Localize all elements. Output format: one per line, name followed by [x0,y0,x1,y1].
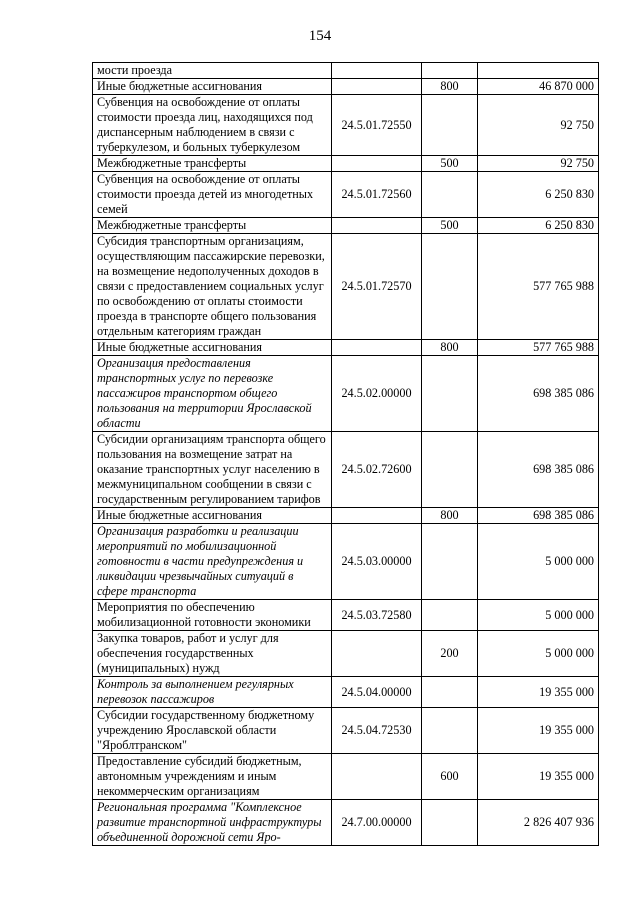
amount-cell: 6 250 830 [478,218,599,234]
amount-cell: 577 765 988 [478,234,599,340]
expense-type-cell [422,800,478,846]
expense-name-cell: Иные бюджетные ассигнования [93,79,332,95]
expense-name-cell: Субсидия транспортным организациям, осуществляющим пассажирские перевозки, на возмещение недополученных доходов в связи с предоставлением социальных услуг по освобождению от оплаты стоимости проезда в транспорте общего пользования отдельным категориям граждан [93,234,332,340]
expense-name-cell: Субвенция на освобождение от оплаты стоимости проезда детей из многодетных семей [93,172,332,218]
table-row [93,600,599,631]
table-row [93,508,599,524]
target-code-cell [332,63,422,79]
table-row [93,754,599,800]
expense-type-cell [422,600,478,631]
expense-name-cell: Предоставление субсидий бюджетным, автономным учреждениям и иным некоммерческим организациям [93,754,332,800]
amount-cell: 92 750 [478,156,599,172]
expense-type-cell: 200 [422,631,478,677]
target-code-cell [332,631,422,677]
amount-cell: 19 355 000 [478,708,599,754]
target-code-cell: 24.5.02.00000 [332,356,422,432]
target-code-cell: 24.5.04.72530 [332,708,422,754]
table-row [93,156,599,172]
target-code-cell [332,754,422,800]
table-row [93,172,599,218]
expense-name-cell: Межбюджетные трансферты [93,156,332,172]
amount-cell [478,63,599,79]
expense-name-cell: Иные бюджетные ассигнования [93,340,332,356]
expense-name-cell: Мероприятия по обеспечению мобилизационной готовности экономики [93,600,332,631]
expense-type-cell: 800 [422,508,478,524]
budget-table-body [93,63,599,846]
amount-cell: 2 826 407 936 [478,800,599,846]
amount-cell: 19 355 000 [478,754,599,800]
expense-type-cell: 500 [422,218,478,234]
target-code-cell [332,508,422,524]
expense-type-cell [422,677,478,708]
expense-name-cell: Субсидии организациям транспорта общего пользования на возмещение затрат на оказание транспортных услуг населению в межмуниципальном сообщении в связи с государственным регулированием тарифов [93,432,332,508]
target-code-cell: 24.7.00.00000 [332,800,422,846]
expense-name-cell: Субвенция на освобождение от оплаты стоимости проезда лиц, находящихся под диспансерным наблюдением в связи с туберкулезом, и больных туберкулезом [93,95,332,156]
table-row [93,708,599,754]
expense-type-cell [422,432,478,508]
amount-cell: 46 870 000 [478,79,599,95]
table-row [93,340,599,356]
expense-type-cell [422,356,478,432]
expense-type-cell: 500 [422,156,478,172]
table-row [93,800,599,846]
expense-type-cell: 600 [422,754,478,800]
expense-name-cell: Региональная программа "Комплексное развитие транспортной инфраструктуры объединенной дорожной сети Яро- [93,800,332,846]
amount-cell: 6 250 830 [478,172,599,218]
expense-type-cell [422,708,478,754]
expense-name-cell: Организация предоставления транспортных услуг по перевозке пассажиров транспортом общего пользования на территории Ярославской области [93,356,332,432]
table-row [93,631,599,677]
amount-cell: 577 765 988 [478,340,599,356]
table-row [93,218,599,234]
table-row [93,63,599,79]
page-number: 154 [308,28,332,44]
expense-name-cell: Субсидии государственному бюджетному учреждению Ярославской области "Яроблтранском" [93,708,332,754]
target-code-cell: 24.5.03.72580 [332,600,422,631]
expense-type-cell [422,234,478,340]
expense-type-cell [422,172,478,218]
amount-cell: 92 750 [478,95,599,156]
target-code-cell [332,340,422,356]
table-row [93,677,599,708]
amount-cell: 698 385 086 [478,356,599,432]
expense-type-cell [422,95,478,156]
target-code-cell: 24.5.03.00000 [332,524,422,600]
target-code-cell: 24.5.01.72550 [332,95,422,156]
table-row [93,432,599,508]
amount-cell: 5 000 000 [478,631,599,677]
budget-table [92,62,599,846]
table-row [93,356,599,432]
expense-name-cell: Закупка товаров, работ и услуг для обеспечения государственных (муниципальных) нужд [93,631,332,677]
expense-name-cell: мости проезда [93,63,332,79]
amount-cell: 5 000 000 [478,524,599,600]
table-row [93,234,599,340]
target-code-cell: 24.5.01.72570 [332,234,422,340]
expense-type-cell: 800 [422,340,478,356]
table-row [93,95,599,156]
expense-type-cell: 800 [422,79,478,95]
expense-type-cell [422,63,478,79]
amount-cell: 5 000 000 [478,600,599,631]
amount-cell: 19 355 000 [478,677,599,708]
table-row [93,524,599,600]
expense-name-cell: Иные бюджетные ассигнования [93,508,332,524]
expense-type-cell [422,524,478,600]
expense-name-cell: Межбюджетные трансферты [93,218,332,234]
amount-cell: 698 385 086 [478,432,599,508]
table-row [93,79,599,95]
expense-name-cell: Организация разработки и реализации мероприятий по мобилизационной готовности в части предупреждения и ликвидации чрезвычайных ситуаций в сфере транспорта [93,524,332,600]
amount-cell: 698 385 086 [478,508,599,524]
target-code-cell [332,218,422,234]
expense-name-cell: Контроль за выполнением регулярных перевозок пассажиров [93,677,332,708]
target-code-cell: 24.5.04.00000 [332,677,422,708]
target-code-cell [332,79,422,95]
target-code-cell: 24.5.02.72600 [332,432,422,508]
target-code-cell: 24.5.01.72560 [332,172,422,218]
target-code-cell [332,156,422,172]
